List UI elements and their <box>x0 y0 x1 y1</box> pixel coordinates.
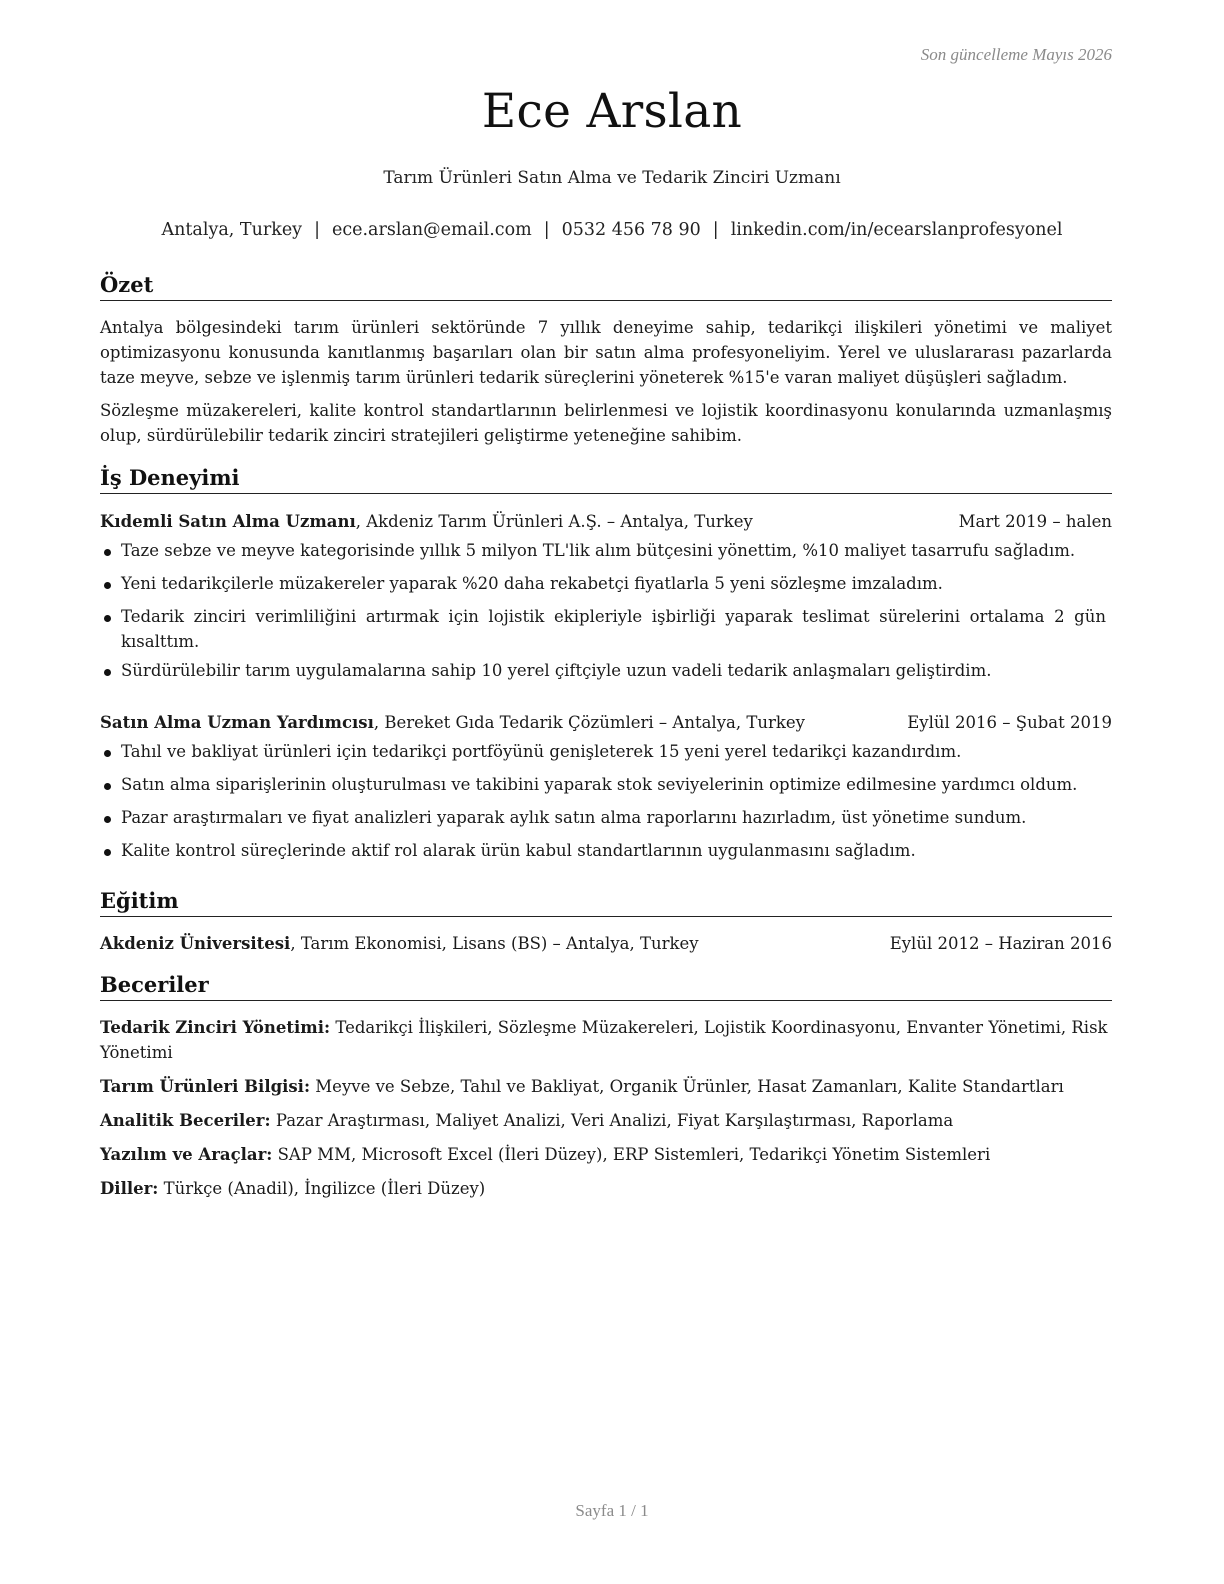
job-title-line <box>100 509 753 534</box>
skill-row <box>100 1142 1112 1167</box>
candidate-name: Ece Arslan <box>481 84 743 139</box>
education-details: , Tarım Ekonomisi, Lisans (BS) – Antalya, Turkey <box>290 934 699 953</box>
page-number: Sayfa 1 / 1 <box>575 1501 649 1520</box>
education-section <box>100 888 1112 956</box>
skill-value: Meyve ve Sebze, Tahıl ve Bakliyat, Organik Ürünler, Hasat Zamanları, Kalite Standartları <box>310 1077 1064 1096</box>
job-entry <box>100 710 1112 863</box>
skill-label: Yazılım ve Araçlar: <box>100 1145 273 1164</box>
last-updated-note: Son güncelleme Mayıs 2026 <box>920 45 1112 64</box>
experience-section <box>100 465 1112 863</box>
job-header <box>100 710 1112 735</box>
list-item <box>100 739 1112 764</box>
skill-label: Analitik Beceriler: <box>100 1111 271 1130</box>
bullet-dot <box>104 849 111 856</box>
list-item <box>100 805 1112 830</box>
skills-section <box>100 972 1112 1201</box>
section-title-experience: İş Deneyimi <box>100 465 1112 494</box>
job-dates: Eylül 2016 – Şubat 2019 <box>907 713 1112 732</box>
skill-value: Pazar Araştırması, Maliyet Analizi, Veri Analizi, Fiyat Karşılaştırması, Raporlama <box>270 1111 954 1130</box>
bullet-dot <box>104 669 111 676</box>
job-dates: Mart 2019 – halen <box>958 512 1112 531</box>
contact-separator: | <box>543 220 550 240</box>
job-bullet-list <box>100 739 1112 863</box>
education-dates: Eylül 2012 – Haziran 2016 <box>889 934 1112 953</box>
skill-value: Türkçe (Anadil), İngilizce (İleri Düzey) <box>158 1179 486 1198</box>
list-item-text: Pazar araştırmaları ve fiyat analizleri yaparak aylık satın alma raporlarını hazırladım, üst yönetime sundum. <box>121 808 1027 827</box>
list-item <box>100 658 1112 683</box>
job-company: , Akdeniz Tarım Ürünleri A.Ş. – Antalya, Turkey <box>355 512 753 531</box>
list-item <box>100 838 1112 863</box>
section-title-summary: Özet <box>100 272 1112 301</box>
bullet-dot <box>104 615 111 622</box>
contact-phone: 0532 456 78 90 <box>561 220 701 240</box>
contact-email[interactable]: ece.arslan@email.com <box>331 220 532 240</box>
job-role: Kıdemli Satın Alma Uzmanı <box>100 512 356 531</box>
skill-label: Tarım Ürünleri Bilgisi: <box>100 1077 311 1096</box>
bullet-dot <box>104 816 111 823</box>
list-item <box>100 538 1112 563</box>
list-item-text: Satın alma siparişlerinin oluşturulması ve takibini yaparak stok seviyelerinin optimize edilmesine yardımcı oldum. <box>121 775 1078 794</box>
list-item-text: Kalite kontrol süreçlerinde aktif rol alarak ürün kabul standartlarının uygulanmasını sağladım. <box>121 841 916 860</box>
list-item-text: Tahıl ve bakliyat ürünleri için tedarikçi portföyünü genişleterek 15 yeni yerel tedarikçi kazandırdım. <box>121 742 962 761</box>
candidate-title: Tarım Ürünleri Satın Alma ve Tedarik Zinciri Uzmanı <box>383 168 841 188</box>
job-role: Satın Alma Uzman Yardımcısı <box>100 713 374 732</box>
summary-paragraph: Sözleşme müzakereleri, kalite kontrol standartlarının belirlenmesi ve lojistik koordinasyonu konularında uzmanlaşmış olup, sürdürülebilir tedarik zinciri stratejileri geliştirme yeteneğine sahibim. <box>100 401 1112 445</box>
summary-section <box>100 272 1112 448</box>
job-company: , Bereket Gıda Tedarik Çözümleri – Antalya, Turkey <box>373 713 805 732</box>
job-bullet-list <box>100 538 1112 683</box>
section-title-education: Eğitim <box>100 888 1112 917</box>
bullet-dot <box>104 582 111 589</box>
job-title-line <box>100 710 805 735</box>
contact-separator: | <box>712 220 719 240</box>
job-header <box>100 509 1112 534</box>
list-item-text: Tedarik zinciri verimliliğini artırmak için lojistik ekipleriyle işbirliği yaparak teslimat sürelerini ortalama 2 gün kısalttım. <box>121 607 1106 651</box>
list-item <box>100 571 1112 596</box>
bullet-dot <box>104 549 111 556</box>
section-title-skills: Beceriler <box>100 972 1112 1001</box>
skill-value: Tedarikçi İlişkileri, Sözleşme Müzakereleri, Lojistik Koordinasyonu, Envanter Yönetimi, Risk Yönetimi <box>100 1018 1108 1062</box>
bullet-dot <box>104 750 111 757</box>
skill-value: SAP MM, Microsoft Excel (İleri Düzey), ERP Sistemleri, Tedarikçi Yönetim Sistemleri <box>272 1145 991 1164</box>
skill-row <box>100 1074 1112 1099</box>
bullet-dot <box>104 783 111 790</box>
list-item <box>100 604 1112 654</box>
summary-paragraph: Antalya bölgesindeki tarım ürünleri sektöründe 7 yıllık deneyime sahip, tedarikçi ilişkileri yönetimi ve maliyet optimizasyonu konusunda kanıtlanmış başarıları olan bir satın alma profesyoneliyim. Yerel ve uluslararası pazarlarda taze meyve, sebze ve işlenmiş tarım ürünleri tedarik süreçlerini yöneterek %15'e varan maliyet düşüşleri sağladım. <box>100 318 1112 387</box>
list-item-text: Sürdürülebilir tarım uygulamalarına sahip 10 yerel çiftçiyle uzun vadeli tedarik anlaşmaları geliştirdim. <box>121 661 992 680</box>
job-entry <box>100 509 1112 683</box>
skill-label: Tedarik Zinciri Yönetimi: <box>100 1018 331 1037</box>
list-item-text: Yeni tedarikçilerle müzakereler yaparak %20 daha rekabetçi fiyatlarla 5 yeni sözleşme imzaladım. <box>121 574 943 593</box>
education-school: Akdeniz Üniversitesi <box>100 934 291 953</box>
contact-location: Antalya, Turkey <box>161 220 303 240</box>
skill-row <box>100 1108 1112 1133</box>
contact-line <box>0 220 1224 240</box>
education-title-line <box>100 931 699 956</box>
contact-separator: | <box>314 220 320 240</box>
skill-label: Diller: <box>100 1179 159 1198</box>
skill-row <box>100 1176 1112 1201</box>
list-item <box>100 772 1112 797</box>
contact-linkedin[interactable]: linkedin.com/in/ecearslanprofesyonel <box>730 220 1063 240</box>
education-entry <box>100 931 1112 956</box>
skill-row <box>100 1015 1112 1065</box>
list-item-text: Taze sebze ve meyve kategorisinde yıllık 5 milyon TL'lik alım bütçesini yönettim, %10 maliyet tasarrufu sağladım. <box>121 541 1076 560</box>
